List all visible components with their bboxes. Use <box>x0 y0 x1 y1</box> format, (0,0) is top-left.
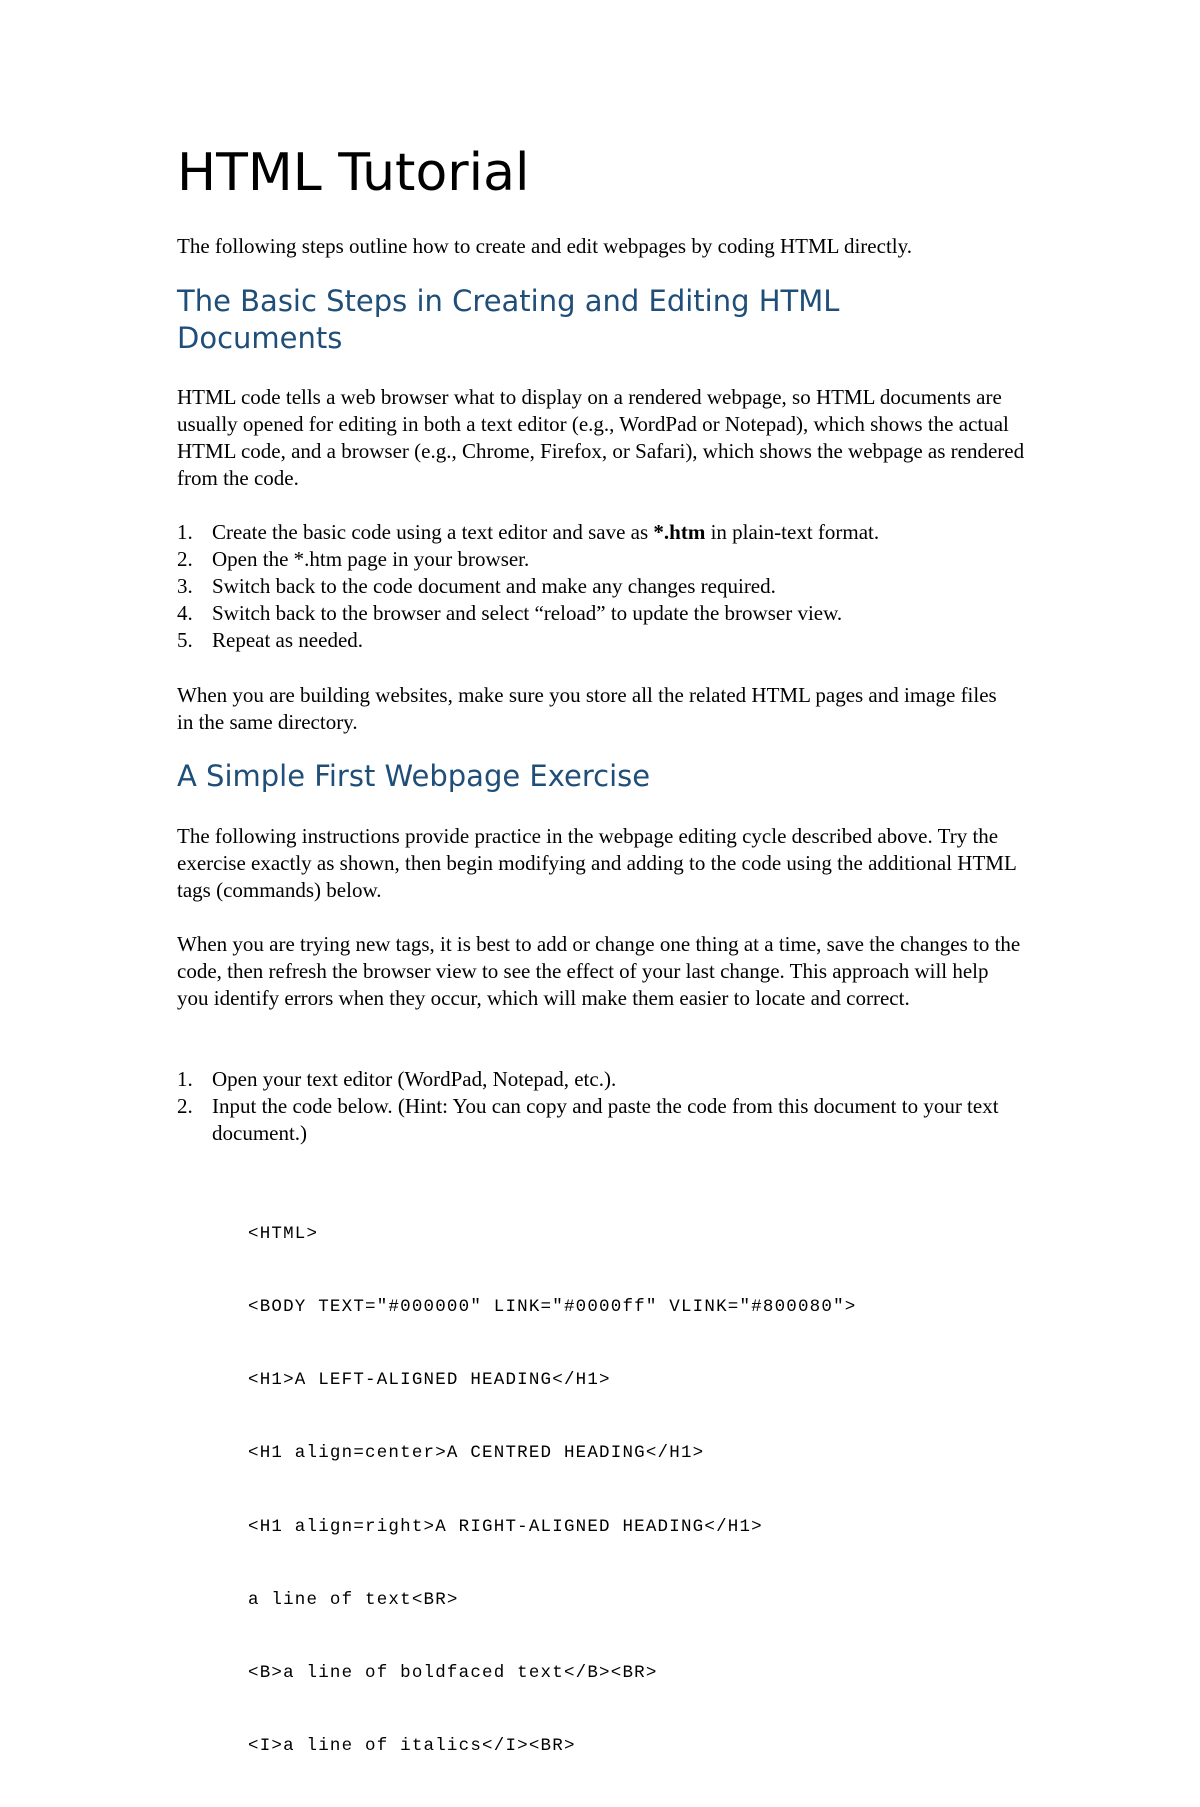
list-item-text: Open the *.htm page in your browser. <box>212 547 530 571</box>
section2-paragraph-1: The following instructions provide practice in the webpage editing cycle described above. Try the exercise exactly as shown, then begin modifying and adding to the code using the additional HTML tags (commands) below. <box>177 824 1017 902</box>
section-heading-basic-steps: The Basic Steps in Creating and Editing HTML Documents <box>177 284 840 355</box>
list-number: 5. <box>177 628 193 652</box>
list-number: 3. <box>177 574 193 598</box>
code-line: <HTML> <box>248 1223 319 1244</box>
code-line: <BODY TEXT="#000000" LINK="#0000ff" VLINK="#800080"> <box>248 1297 857 1318</box>
code-line: <B>a line of boldfaced text</B><BR> <box>248 1663 658 1684</box>
intro-paragraph: The following steps outline how to create and edit webpages by coding HTML directly. <box>177 234 912 258</box>
list-item-text: in plain-text format. <box>705 520 880 544</box>
list-item <box>177 600 1037 627</box>
section-heading-exercise: A Simple First Webpage Exercise <box>177 759 651 793</box>
list-number: 4. <box>177 601 193 625</box>
list-item-text: Input the code below. (Hint: You can copy and paste the code from this document to your text document.) <box>212 1094 999 1145</box>
code-block <box>248 1173 857 1807</box>
list-number: 2. <box>177 1094 193 1118</box>
section1-closing-paragraph: When you are building websites, make sure you store all the related HTML pages and image files in the same directory. <box>177 683 997 734</box>
section1-paragraph: HTML code tells a web browser what to display on a rendered webpage, so HTML documents are usually opened for editing in both a text editor (e.g., WordPad or Notepad), which shows the actual HTML code, and a browser (e.g., Chrome, Firefox, or Safari), which shows the webpage as rendered from the code. <box>177 385 1025 490</box>
list-item <box>177 1066 1037 1093</box>
code-line: <H1 align=center>A CENTRED HEADING</H1> <box>248 1443 705 1464</box>
list-item-text: Switch back to the code document and make any changes required. <box>212 574 776 598</box>
exercise-steps-list <box>177 1066 1037 1147</box>
list-number: 2. <box>177 547 193 571</box>
list-number: 1. <box>177 520 193 544</box>
code-line: <H1 align=right>A RIGHT-ALIGNED HEADING</H1> <box>248 1516 763 1537</box>
section2-paragraph-2: When you are trying new tags, it is best to add or change one thing at a time, save the changes to the code, then refresh the browser view to see the effect of your last change. This approach will help you identify errors when they occur, which will make them easier to locate and correct. <box>177 932 1021 1010</box>
list-item-text: Create the basic code using a text editor and save as <box>212 520 654 544</box>
list-item-text: Repeat as needed. <box>212 628 364 652</box>
list-item <box>177 519 1037 546</box>
code-line: <H1>A LEFT-ALIGNED HEADING</H1> <box>248 1370 611 1391</box>
list-item <box>177 1093 1022 1147</box>
list-item-text: Open your text editor (WordPad, Notepad, etc.). <box>212 1067 617 1091</box>
code-line: a line of text<BR> <box>248 1589 459 1610</box>
list-number: 1. <box>177 1067 193 1091</box>
list-item <box>177 573 1037 600</box>
file-extension: *.htm <box>653 520 706 544</box>
list-item <box>177 627 1037 654</box>
basic-steps-list <box>177 519 1037 654</box>
page-title: HTML Tutorial <box>177 143 530 203</box>
list-item <box>177 546 1037 573</box>
list-item-text: Switch back to the browser and select “reload” to update the browser view. <box>212 601 843 625</box>
code-line: <I>a line of italics</I><BR> <box>248 1736 576 1757</box>
